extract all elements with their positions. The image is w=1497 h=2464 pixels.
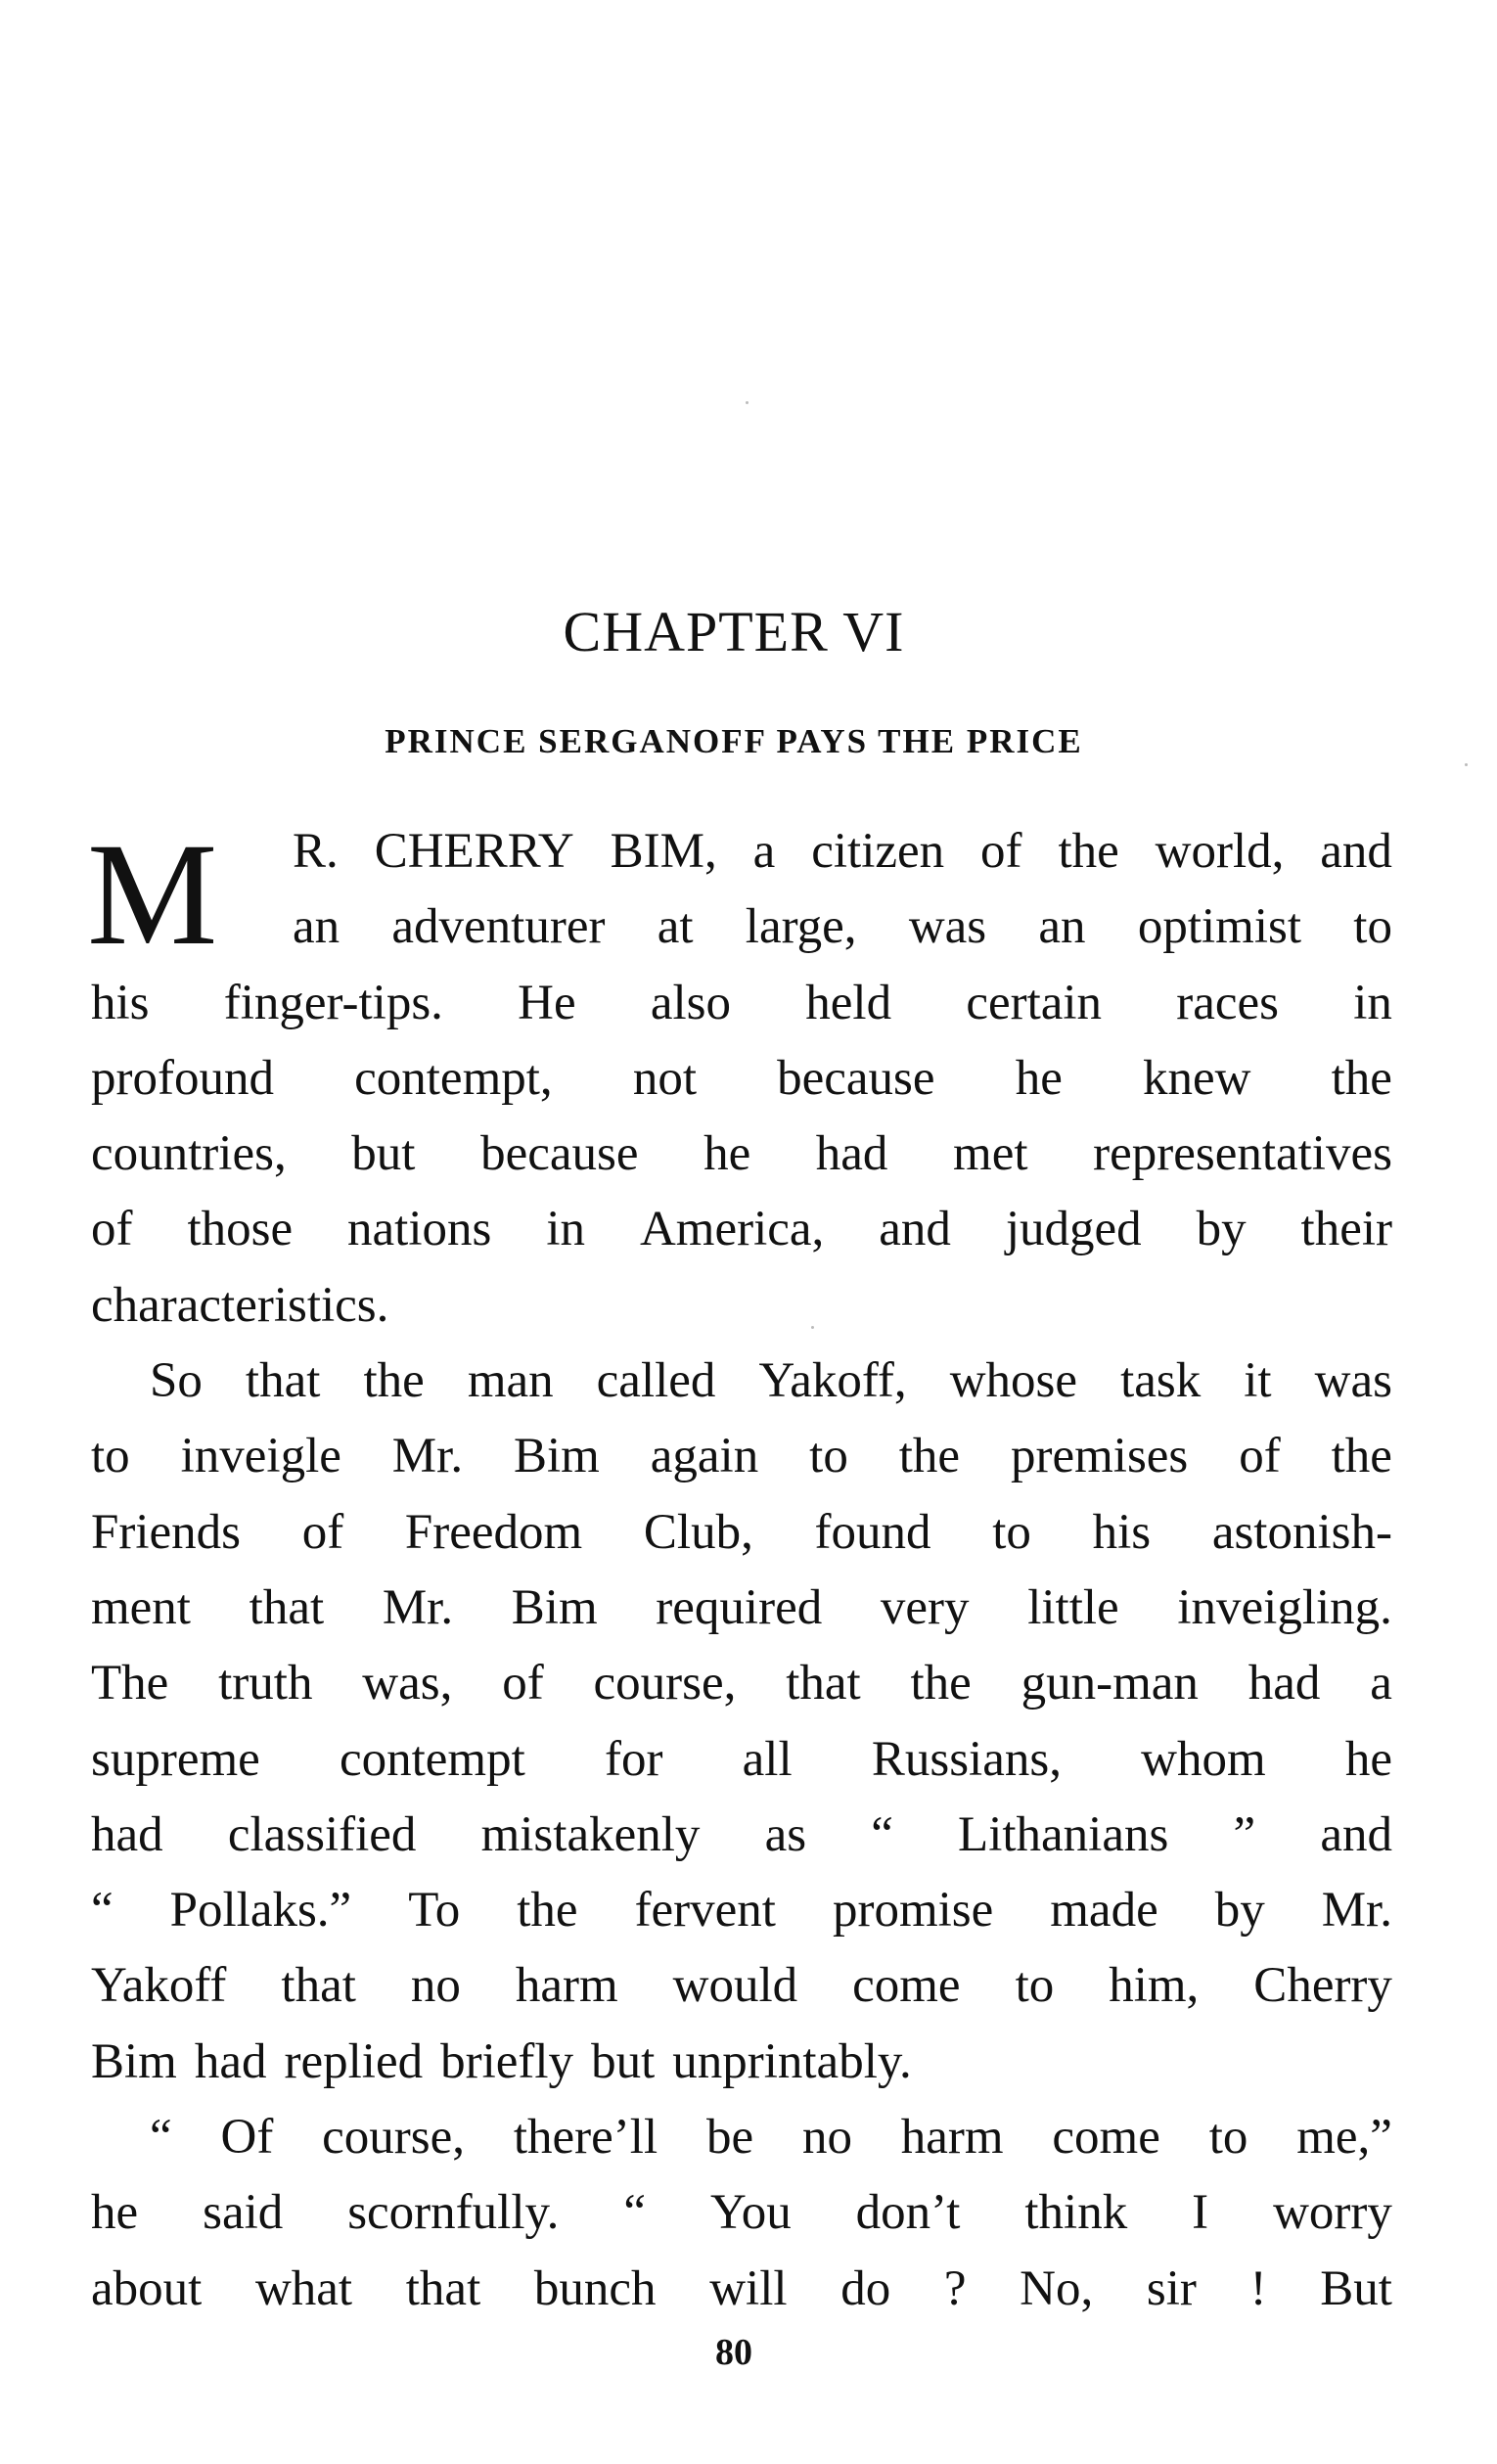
word: the — [517, 1883, 578, 1939]
word: Yakoff, — [758, 1353, 907, 1409]
word: was, — [362, 1656, 453, 1711]
word: profound — [91, 1050, 274, 1106]
text-line — [91, 1117, 1392, 1192]
word: the — [363, 1353, 425, 1409]
word: to — [1208, 2110, 1248, 2166]
word: found — [814, 1504, 931, 1560]
word: had — [1248, 1656, 1321, 1711]
word: that — [405, 2260, 481, 2316]
word: it — [1244, 1353, 1272, 1409]
word: gun-man — [1021, 1656, 1199, 1711]
word: supreme — [91, 1731, 260, 1787]
word: that — [245, 1353, 321, 1409]
word: replied — [284, 2033, 424, 2089]
word: Mr. — [391, 1429, 464, 1484]
word: by — [1214, 1883, 1265, 1939]
word: held — [805, 975, 892, 1030]
word: very — [880, 1579, 970, 1635]
word: briefly — [440, 2033, 574, 2089]
paper-speck — [1465, 763, 1468, 766]
word: ! — [1249, 2260, 1267, 2316]
word: the — [910, 1656, 972, 1711]
word: he — [91, 2185, 139, 2241]
word: truth — [218, 1656, 313, 1711]
word: contempt — [339, 1731, 525, 1787]
word: whose — [949, 1353, 1078, 1409]
text-line — [91, 2175, 1392, 2251]
word: certain — [966, 975, 1103, 1030]
word: that — [786, 1656, 861, 1711]
word: required — [656, 1579, 823, 1635]
word: a — [1370, 1656, 1392, 1711]
word: no — [801, 2110, 852, 2166]
word: be — [705, 2110, 754, 2166]
word: America, — [639, 1202, 825, 1257]
word: again — [650, 1429, 759, 1484]
word: citizen — [811, 824, 945, 879]
word: about — [91, 2260, 203, 2316]
word: he — [1015, 1050, 1063, 1106]
word: but — [351, 1126, 416, 1182]
word: think — [1024, 2185, 1128, 2241]
word: inveigle — [180, 1429, 341, 1484]
word: Freedom — [404, 1504, 583, 1560]
word: ” — [1233, 1806, 1256, 1862]
word: finger-tips. — [223, 975, 443, 1030]
word: as — [764, 1806, 807, 1862]
word: the — [898, 1429, 961, 1484]
word: the — [1058, 824, 1119, 879]
word: because — [777, 1050, 935, 1106]
word: classified — [227, 1806, 417, 1862]
word: course, — [322, 2110, 466, 2166]
word: races — [1176, 975, 1280, 1030]
word: No, — [1020, 2260, 1094, 2316]
paper-speck — [746, 401, 748, 404]
word: premises — [1010, 1429, 1189, 1484]
word: promise — [832, 1883, 994, 1939]
word: Friends — [91, 1504, 241, 1560]
word: man — [467, 1353, 554, 1409]
word: of — [91, 1202, 133, 1257]
word: nations — [347, 1202, 492, 1257]
word: ? — [943, 2260, 967, 2316]
word: contempt, — [354, 1050, 553, 1106]
chapter-heading: CHAPTER VI — [563, 600, 905, 663]
word: to — [992, 1504, 1031, 1560]
word: to — [1353, 899, 1392, 955]
text-line — [91, 1798, 1392, 1873]
word: “ — [150, 2110, 172, 2166]
word: at — [657, 899, 694, 955]
word: He — [518, 975, 576, 1030]
text-line — [293, 814, 1392, 890]
word: he — [703, 1126, 751, 1182]
word: had — [91, 1806, 163, 1862]
word: no — [410, 1958, 461, 2014]
word: “ — [623, 2185, 647, 2241]
word: that — [281, 1958, 356, 2014]
word: and — [1320, 824, 1392, 879]
chapter-subtitle: PRINCE SERGANOFF PAYS THE PRICE — [385, 722, 1083, 760]
word: Bim — [514, 1429, 600, 1484]
word: his — [91, 975, 150, 1030]
word: inveigling. — [1177, 1579, 1392, 1635]
word: do — [840, 2260, 891, 2316]
word: of — [980, 824, 1022, 879]
word: Pollaks.” — [169, 1883, 352, 1939]
word: was — [1314, 1353, 1392, 1409]
word: harm — [900, 2110, 1004, 2166]
word: what — [254, 2260, 353, 2316]
text-line — [91, 2025, 1392, 2100]
word: to — [91, 1429, 130, 1484]
word: come — [1052, 2110, 1160, 2166]
word: knew — [1143, 1050, 1251, 1106]
word: mistakenly — [480, 1806, 701, 1862]
word: To — [408, 1883, 461, 1939]
word: world, — [1155, 824, 1285, 879]
word: Of — [220, 2110, 274, 2166]
word: large, — [745, 899, 857, 955]
word: had — [194, 2033, 267, 2089]
word: would — [672, 1958, 798, 2014]
word: he — [1344, 1731, 1392, 1787]
word: BIM, — [610, 824, 717, 879]
word: to — [1015, 1958, 1055, 2014]
word: not — [632, 1050, 697, 1106]
word: that — [249, 1579, 325, 1635]
opening-paragraph — [87, 813, 1392, 976]
word: all — [742, 1731, 793, 1787]
text-line — [91, 1268, 1392, 1344]
word: for — [604, 1731, 663, 1787]
word: CHERRY — [374, 824, 574, 879]
word: the — [1331, 1050, 1392, 1106]
word: unprintably. — [672, 2033, 912, 2089]
word: and — [879, 1202, 951, 1257]
word: Bim — [511, 1579, 598, 1635]
word: whom — [1141, 1731, 1266, 1787]
word: had — [815, 1126, 888, 1182]
text-line — [91, 1041, 1392, 1117]
word: astonish- — [1211, 1504, 1392, 1560]
word: the — [1331, 1429, 1392, 1484]
word: of — [301, 1504, 344, 1560]
word: Mr. — [1321, 1883, 1392, 1939]
word: harm — [515, 1958, 618, 2014]
word: come — [852, 1958, 961, 2014]
word: and — [1320, 1806, 1392, 1862]
text-line — [91, 1571, 1392, 1646]
text-line — [91, 2252, 1392, 2327]
word: Bim — [91, 2033, 177, 2089]
text-line — [91, 1646, 1392, 1721]
word: because — [480, 1126, 639, 1182]
word: You — [709, 2185, 792, 2241]
word: Club, — [643, 1504, 753, 1560]
word: an — [293, 899, 340, 955]
word: their — [1300, 1202, 1392, 1257]
word: Mr. — [382, 1579, 454, 1635]
text-line — [91, 1722, 1392, 1798]
word: but — [591, 2033, 656, 2089]
drop-cap: M — [87, 813, 218, 976]
word: scornfully. — [347, 2185, 560, 2241]
text-line — [91, 1948, 1392, 2024]
word: those — [187, 1202, 294, 1257]
word: by — [1196, 1202, 1247, 1257]
word: judged — [1005, 1202, 1142, 1257]
word: a — [752, 824, 776, 879]
word: was — [908, 899, 987, 955]
word: little — [1027, 1579, 1119, 1635]
word: his — [1092, 1504, 1152, 1560]
word: Yakoff — [91, 1958, 227, 2014]
text-line — [91, 1873, 1392, 1948]
word: met — [953, 1126, 1028, 1182]
word: will — [709, 2260, 788, 2316]
word: adventurer — [391, 899, 606, 955]
text-line — [91, 966, 1392, 1041]
text-line — [91, 1419, 1392, 1494]
body-text — [87, 813, 1392, 2327]
word: to — [809, 1429, 848, 1484]
word: an — [1038, 899, 1086, 955]
word: sir — [1146, 2260, 1197, 2316]
word: Russians, — [871, 1731, 1062, 1787]
page-number: 80 — [715, 2332, 752, 2373]
word: So — [150, 1353, 203, 1409]
word: I — [1192, 2185, 1209, 2241]
word: bunch — [533, 2260, 657, 2316]
word: optimist — [1137, 899, 1302, 955]
word: called — [596, 1353, 716, 1409]
word: in — [1353, 975, 1392, 1030]
word: fervent — [634, 1883, 776, 1939]
word: R. — [293, 824, 339, 879]
word: don’t — [855, 2185, 961, 2241]
word: worry — [1273, 2185, 1392, 2241]
word: there’ll — [513, 2110, 658, 2166]
word: of — [1239, 1429, 1281, 1484]
word: said — [203, 2185, 284, 2241]
word: task — [1120, 1353, 1202, 1409]
word: in — [546, 1202, 585, 1257]
word: Cherry — [1253, 1958, 1392, 2014]
word: of — [502, 1656, 544, 1711]
word: made — [1050, 1883, 1158, 1939]
word: But — [1320, 2260, 1392, 2316]
word: Lithanians — [958, 1806, 1169, 1862]
text-line — [91, 1344, 1392, 1419]
word: The — [91, 1656, 169, 1711]
word: “ — [871, 1806, 893, 1862]
word: him, — [1109, 1958, 1200, 2014]
text-line — [293, 890, 1392, 965]
word: ment — [91, 1579, 191, 1635]
word: “ — [91, 1883, 113, 1939]
word: countries, — [91, 1126, 287, 1182]
word: me,” — [1296, 2110, 1392, 2166]
text-line — [91, 2100, 1392, 2175]
word: representatives — [1093, 1126, 1392, 1182]
text-line — [91, 1495, 1392, 1571]
word: characteristics. — [91, 1277, 389, 1333]
word: also — [650, 975, 732, 1030]
word: course, — [593, 1656, 737, 1711]
text-line — [91, 1192, 1392, 1267]
